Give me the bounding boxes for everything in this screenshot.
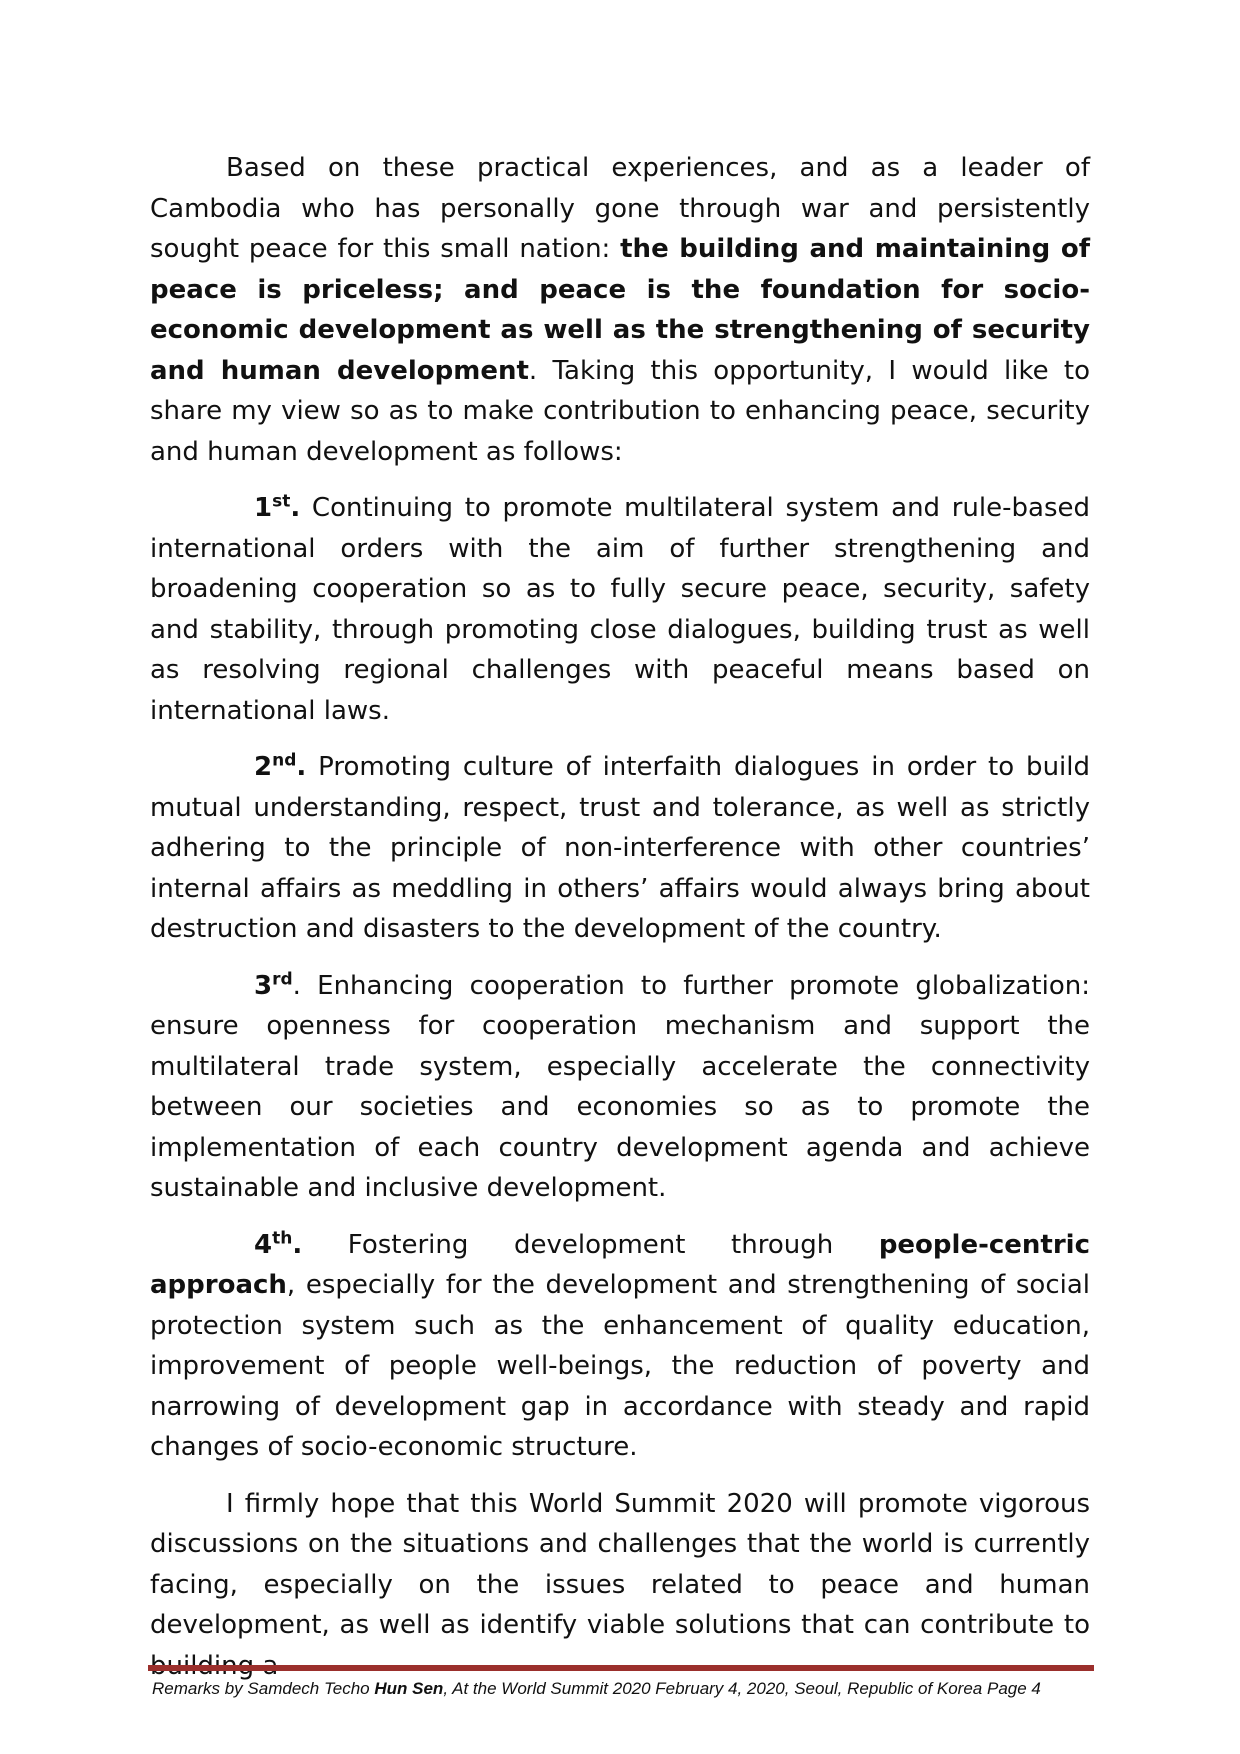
paragraph-text: Based on these practical experiences, and as a leader of Cambodia who has personally gone through war and persistently sought peace for this small nation: [150, 153, 1090, 264]
ordinal-suffix: rd [272, 968, 293, 989]
point-number: 3rd [254, 968, 293, 1001]
paragraph-point-2 [150, 747, 1090, 950]
footer-prefix: Remarks by Samdech Techo [152, 1679, 375, 1698]
paragraph-point-4 [150, 1225, 1090, 1468]
page-footer [152, 1677, 1092, 1701]
point-number: 1st. [254, 491, 301, 523]
paragraph-text: . Enhancing cooperation to further promote globalization: ensure openness for cooperation mechanism and support the multilateral trade system, especially accelerate the connectivity between our societies and economies so as to promote the implementation of each country development agenda and achieve sustainable and inclusive development. [150, 970, 1090, 1203]
footer-suffix: , At the World Summit 2020 February 4, 2020, Seoul, Republic of Korea Page 4 [443, 1679, 1041, 1698]
ordinal-suffix: nd [272, 750, 297, 771]
document-body [150, 148, 1090, 1702]
point-number: 4th. [254, 1227, 303, 1260]
paragraph-closing [150, 1484, 1090, 1687]
paragraph-text: Promoting culture of interfaith dialogues in order to build mutual understanding, respect, trust and tolerance, as well as strictly adhering to the principle of non-interference with other countries’ internal affairs as meddling in others’ affairs would always bring about destruction and disasters to the development of the country. [150, 752, 1090, 944]
paragraph-text: . Taking this opportunity, I would like to share my view so as to make contribution to enhancing peace, security and human development as follows: [150, 355, 1090, 467]
footer-divider [148, 1665, 1094, 1671]
point-number: 2nd. [254, 750, 307, 782]
footer-speaker-name: Hun Sen [374, 1679, 444, 1698]
paragraph-point-3 [150, 966, 1090, 1209]
ordinal-suffix: st [272, 491, 291, 512]
ordinal-suffix: th [272, 1227, 293, 1248]
paragraph-text: , especially for the development and strengthening of social protection system such as the enhancement of quality education, improvement of people well-beings, the reduction of poverty and narrowing of development gap in accordance with steady and rapid changes of socio-economic structure. [150, 1270, 1090, 1462]
paragraph-text: Fostering development through [302, 1229, 879, 1260]
paragraph-text: I firmly hope that this World Summit 2020 will promote vigorous discussions on the situations and challenges that the world is currently facing, especially on the issues related to peace and human development, as well as identify viable solutions that can contribute to building a [150, 1488, 1090, 1681]
paragraph-text: Continuing to promote multilateral system and rule-based international orders with the aim of further strengthening and broadening cooperation so as to fully secure peace, security, safety and stability, through promoting close dialogues, building trust as well as resolving regional challenges with peaceful means based on international laws. [150, 493, 1090, 726]
paragraph-intro [150, 148, 1090, 472]
paragraph-point-1 [150, 488, 1090, 731]
emphasis-text: people-centric approach [150, 1229, 1090, 1300]
emphasis-text: the building and maintaining of peace is priceless; and peace is the foundation for socio-economic development as well as the strengthening of security and human development [150, 234, 1091, 386]
